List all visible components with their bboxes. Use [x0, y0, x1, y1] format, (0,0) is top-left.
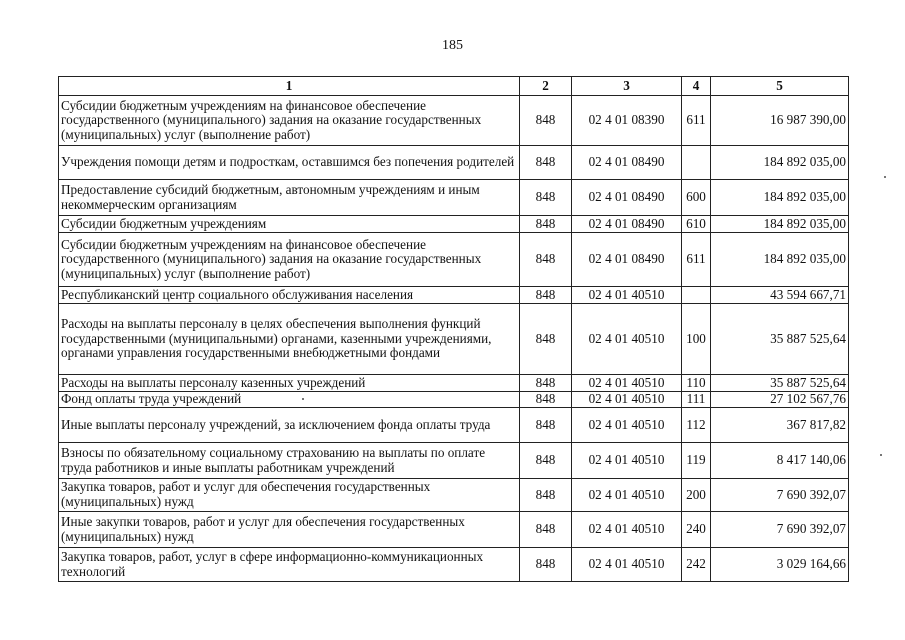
row-vr: 600 [682, 180, 711, 216]
table-row [59, 375, 849, 392]
row-name: Расходы на выплаты персоналу казенных учреждений [59, 375, 520, 392]
row-csr: 02 4 01 08490 [572, 180, 682, 216]
table-row [59, 443, 849, 479]
scan-speck [884, 176, 886, 178]
table-row [59, 304, 849, 375]
row-ved: 848 [520, 180, 572, 216]
column-header-ved: 2 [520, 77, 572, 96]
row-vr: 119 [682, 443, 711, 479]
row-csr: 02 4 01 40510 [572, 304, 682, 375]
row-vr [682, 287, 711, 304]
scan-speck [880, 454, 882, 456]
row-sum: 7 690 392,07 [711, 512, 849, 548]
row-vr: 611 [682, 233, 711, 287]
row-vr: 100 [682, 304, 711, 375]
row-sum: 35 887 525,64 [711, 304, 849, 375]
table-row [59, 146, 849, 180]
table-row [59, 287, 849, 304]
row-vr: 610 [682, 216, 711, 233]
table-row [59, 96, 849, 146]
row-ved: 848 [520, 375, 572, 392]
table-row [59, 512, 849, 548]
row-sum: 16 987 390,00 [711, 96, 849, 146]
row-name: Расходы на выплаты персоналу в целях обеспечения выполнения функций государственными (муниципальными) органами, казенными учреждениями, органами управления государственными внебюджетными фондами [59, 304, 520, 375]
table-header-row [59, 77, 849, 96]
row-vr: 112 [682, 408, 711, 443]
row-name: Закупка товаров, работ, услуг в сфере информационно-коммуникационных технологий [59, 548, 520, 582]
row-name: Субсидии бюджетным учреждениям [59, 216, 520, 233]
row-vr: 110 [682, 375, 711, 392]
row-csr: 02 4 01 40510 [572, 512, 682, 548]
row-name: Предоставление субсидий бюджетным, автономным учреждениям и иным некоммерческим организациям [59, 180, 520, 216]
row-csr: 02 4 01 08490 [572, 146, 682, 180]
table-row [59, 548, 849, 582]
row-name: Республиканский центр социального обслуживания населения [59, 287, 520, 304]
row-csr: 02 4 01 08490 [572, 233, 682, 287]
row-ved: 848 [520, 392, 572, 408]
row-csr: 02 4 01 40510 [572, 548, 682, 582]
table-row [59, 479, 849, 512]
row-name: Фонд оплаты труда учреждений [59, 392, 520, 408]
row-sum: 3 029 164,66 [711, 548, 849, 582]
row-sum: 35 887 525,64 [711, 375, 849, 392]
row-ved: 848 [520, 548, 572, 582]
row-ved: 848 [520, 304, 572, 375]
table-row [59, 408, 849, 443]
row-sum: 27 102 567,76 [711, 392, 849, 408]
row-ved: 848 [520, 443, 572, 479]
row-name: Иные выплаты персоналу учреждений, за исключением фонда оплаты труда [59, 408, 520, 443]
table-row [59, 180, 849, 216]
row-ved: 848 [520, 216, 572, 233]
row-sum: 184 892 035,00 [711, 216, 849, 233]
table-row [59, 216, 849, 233]
row-name: Субсидии бюджетным учреждениям на финансовое обеспечение государственного (муниципального) задания на оказание государственных (муниципальных) услуг (выполнение работ) [59, 233, 520, 287]
row-vr: 240 [682, 512, 711, 548]
row-sum: 367 817,82 [711, 408, 849, 443]
row-csr: 02 4 01 08390 [572, 96, 682, 146]
row-vr: 200 [682, 479, 711, 512]
row-ved: 848 [520, 287, 572, 304]
row-sum: 184 892 035,00 [711, 146, 849, 180]
table-row [59, 392, 849, 408]
row-ved: 848 [520, 233, 572, 287]
column-header-sum: 5 [711, 77, 849, 96]
page-number: 185 [442, 38, 463, 53]
row-vr: 611 [682, 96, 711, 146]
row-ved: 848 [520, 479, 572, 512]
column-header-csr: 3 [572, 77, 682, 96]
row-csr: 02 4 01 40510 [572, 479, 682, 512]
row-vr: 242 [682, 548, 711, 582]
row-ved: 848 [520, 408, 572, 443]
row-vr: 111 [682, 392, 711, 408]
row-vr [682, 146, 711, 180]
row-ved: 848 [520, 96, 572, 146]
row-name: Иные закупки товаров, работ и услуг для обеспечения государственных (муниципальных) нужд [59, 512, 520, 548]
scan-speck [302, 398, 304, 400]
row-name: Закупка товаров, работ и услуг для обеспечения государственных (муниципальных) нужд [59, 479, 520, 512]
row-csr: 02 4 01 40510 [572, 375, 682, 392]
row-csr: 02 4 01 08490 [572, 216, 682, 233]
row-name: Субсидии бюджетным учреждениям на финансовое обеспечение государственного (муниципального) задания на оказание государственных (муниципальных) услуг (выполнение работ) [59, 96, 520, 146]
row-csr: 02 4 01 40510 [572, 443, 682, 479]
budget-table [58, 76, 849, 582]
row-ved: 848 [520, 512, 572, 548]
row-csr: 02 4 01 40510 [572, 392, 682, 408]
row-sum: 184 892 035,00 [711, 233, 849, 287]
row-name: Учреждения помощи детям и подросткам, оставшимся без попечения родителей [59, 146, 520, 180]
column-header-name: 1 [59, 77, 520, 96]
column-header-vr: 4 [682, 77, 711, 96]
row-sum: 184 892 035,00 [711, 180, 849, 216]
row-sum: 8 417 140,06 [711, 443, 849, 479]
row-csr: 02 4 01 40510 [572, 408, 682, 443]
row-sum: 43 594 667,71 [711, 287, 849, 304]
row-sum: 7 690 392,07 [711, 479, 849, 512]
table-row [59, 233, 849, 287]
row-ved: 848 [520, 146, 572, 180]
row-csr: 02 4 01 40510 [572, 287, 682, 304]
row-name: Взносы по обязательному социальному страхованию на выплаты по оплате труда работников и иные выплаты работникам учреждений [59, 443, 520, 479]
